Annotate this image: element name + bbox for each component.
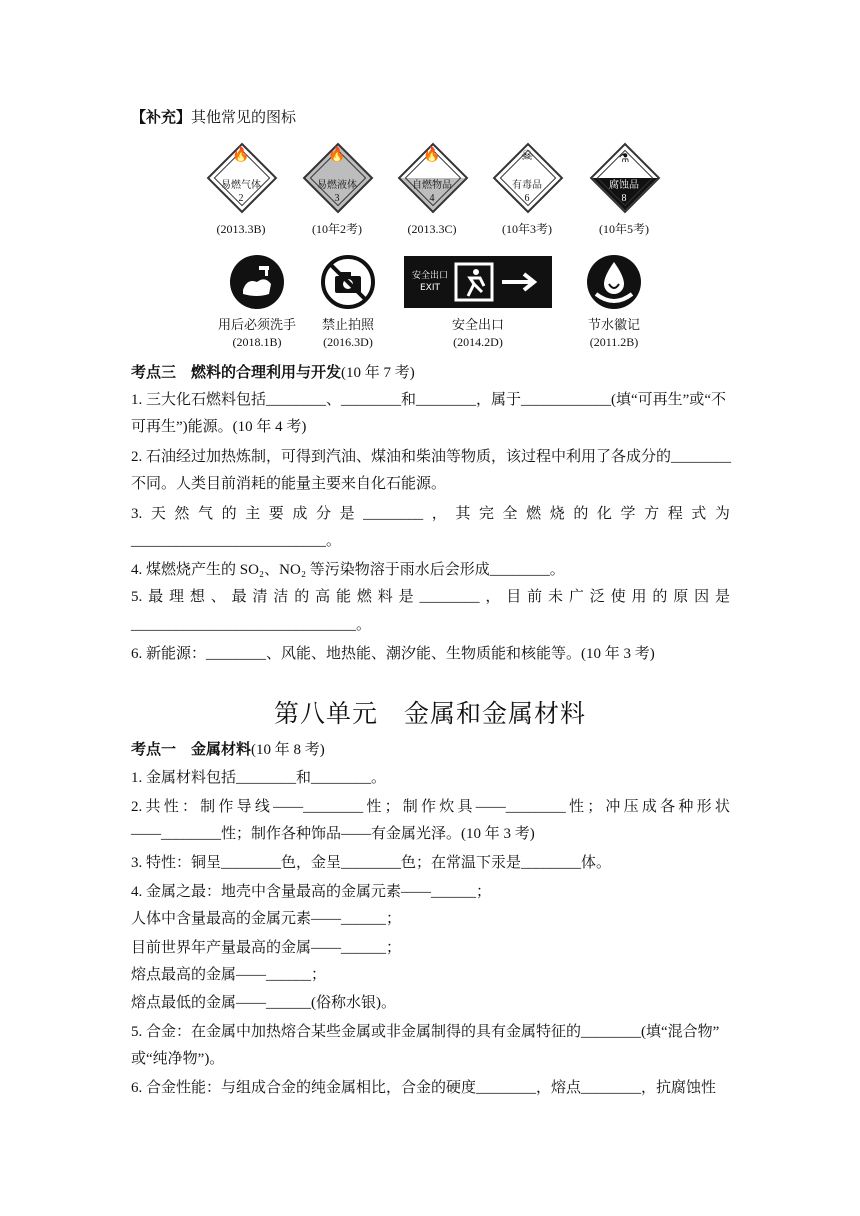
sign-name: 用后必须洗手 <box>217 317 296 332</box>
hazard-number: 3 <box>334 193 340 204</box>
kd3-q5-line1: 5. 最 理 想 、 最 清 洁 的 高 能 燃 料 是 ________ ， 目 前 未 广 泛 使 用 的 原 因 是 <box>131 589 730 605</box>
kd3-q4: 4. 煤燃烧产生的 SO₂、NO₂ 等污染物溶于雨水后会形成________。 <box>131 562 565 578</box>
water-drop-icon <box>586 254 642 310</box>
hazard-caption: (10年5考) <box>599 222 649 236</box>
hazard-caption: (2013.3B) <box>216 222 266 236</box>
kd1-l2-line1: 2. 共 性 ： 制 作 导 线 ——________ 性 ； 制 作 炊 具 ——________ 性 ； 冲 压 成 各 种 形 状 <box>131 799 730 815</box>
supplement-line <box>131 107 296 129</box>
kd1-l4: 4. 金属之最：地壳中含量最高的金属元素——______； <box>131 884 492 900</box>
sign-caption: (2014.2D) <box>453 335 503 349</box>
kd1-l5: 人体中含量最高的金属元素——______； <box>131 911 402 927</box>
section-heading-kd3 <box>131 362 415 384</box>
kd1-l7: 熔点最高的金属——______； <box>131 967 327 983</box>
unit-title: 第八单元 金属和金属材料 <box>273 699 586 728</box>
sign-caption: (2011.2B) <box>589 335 639 349</box>
section-heading-kd1 <box>131 739 325 761</box>
hazard-number: 8 <box>621 193 627 204</box>
hazard-label: 易燃液体 <box>317 180 357 191</box>
sign-caption: (2016.3D) <box>323 335 373 349</box>
hazard-number: 4 <box>429 193 435 204</box>
running-man-arrow-icon <box>454 262 546 302</box>
kd3-q3-line2: __________________________。 <box>131 533 342 549</box>
section-heading-tail: (10 年 7 考) <box>341 365 415 381</box>
kd3-q1-line2: 可再生”)能源。(10 年 4 考) <box>131 419 307 435</box>
hazard-caption: (10年3考) <box>502 222 552 236</box>
hazard-label: 自燃物品 <box>412 180 452 191</box>
kd3-q2-line2: 不同。人类目前消耗的能量主要来自化石能源。 <box>131 476 447 492</box>
hazard-caption: (2013.3C) <box>407 222 457 236</box>
kd3-q1-line1: 1. 三大化石燃料包括________、________和________，属于____________(填“可再生”或“不 <box>131 392 726 408</box>
no-photo-icon <box>320 254 376 310</box>
section-heading-text: 考点一 金属材料 <box>131 742 252 758</box>
kd1-l9: 5. 合金：在金属中加热熔合某些金属或非金属制得的具有金属特征的________(填“混合物” <box>131 1024 720 1040</box>
section-heading-tail: (10 年 8 考) <box>251 742 325 758</box>
sign-name: 禁止拍照 <box>321 317 374 332</box>
exit-sign-text-en: EXIT <box>419 283 440 293</box>
sign-caption: (2018.1B) <box>232 335 282 349</box>
kd3-q5-line2: ______________________________。 <box>131 617 372 633</box>
supplement-text: 其他常见的图标 <box>191 110 297 126</box>
supplement-heading: 【补充】 <box>131 110 192 126</box>
hazard-label: 有毒品 <box>512 180 542 191</box>
section-heading-text: 考点三 燃料的合理利用与开发 <box>131 365 342 381</box>
kd1-l6: 目前世界年产量最高的金属——______； <box>131 940 402 956</box>
kd1-l2-line2: ——________性；制作各种饰品——有金属光泽。(10 年 3 考) <box>131 826 535 842</box>
kd3-q2-line1: 2. 石油经过加热炼制，可得到汽油、煤油和柴油等物质，该过程中利用了各成分的________ <box>131 449 732 465</box>
hazard-caption: (10年2考) <box>312 222 362 236</box>
kd3-q3-line1: 3. 天 然 气 的 主 要 成 分 是 ________ ， 其 完 全 燃 烧 的 化 学 方 程 式 为 <box>131 506 730 522</box>
sign-name: 节水徽记 <box>587 317 640 332</box>
exit-sign-text: 安全出口 <box>411 271 448 281</box>
document-page: 【补充】其他常见的图标 🔥 易燃气体 2 (2013.3B) 🔥 易燃液体 3 (10年2考) 🔥 自燃物品 4 (2013.3C) ☠ 有毒品 6 (10年3考) ⚗ 腐蚀品 8 (10年5考) 用后必须洗手 (2018.1B) 禁止拍照 (2016.3D) 安全出口 EXIT 安全出口 (2014.2D) 节水徽记 (2011.2B) 考点三 燃料的合理利用与开发(10 年 7 考) 1. 三大化石燃料包括________、________和________，属于____________(填“可再生”或“不 可再生”)能源。(10 年 4 考) 2. 石油经过加热炼制，可得到汽油、煤油和柴油等物质，该过程中利用了各成分的________ 不同。人类目前消耗的能量主要来自化石能源。 3. 天 然 气 的 主 要 成 分 是 ________ ， 其 完 全 燃 烧 的 化 学 方 程 式 为 __________________________。 4. 煤燃烧产生的 SO₂、NO₂ 等污染物溶于雨水后会形成________。 5. 最 理 想 、 最 清 洁 的 高 能 燃 料 是 ________ ， 目 前 未 广 泛 使 用 的 原 因 是 ______________________________。 6. 新能源：________、风能、地热能、潮汐能、生物质能和核能等。(10 年 3 考) 第八单元 金属和金属材料 考点一 金属材料(10 年 8 考) 1. 金属材料包括________和________。 2. 共 性 ： 制 作 导 线 ——________ 性 ； 制 作 炊 具 ——________ 性 ； 冲 压 成 各 种 形 状 ——________性；制作各种饰品——有金属光泽。(10 年 3 考) 3. 特性：铜呈________色，金呈________色；在常温下汞是________体。 4. 金属之最：地壳中含量最高的金属元素——______； 人体中含量最高的金属元素——______； 目前世界年产量最高的金属——______； 熔点最高的金属——______； 熔点最低的金属——______(俗称水银)。 5. 合金：在金属中加热熔合某些金属或非金属制得的具有金属特征的________(填“混合物” 或“纯净物”)。 6. 合金性能：与组成合金的纯金属相比，合金的硬度________，熔点________，抗腐蚀性 <box>0 0 860 1216</box>
exit-sign <box>404 256 552 308</box>
sign-name: 安全出口 <box>451 317 504 332</box>
kd3-q6: 6. 新能源：________、风能、地热能、潮汐能、生物质能和核能等。(10 年 3 考) <box>131 646 655 662</box>
kd1-l8: 熔点最低的金属——______(俗称水银)。 <box>131 995 396 1011</box>
kd1-l1: 1. 金属材料包括________和________。 <box>131 770 387 786</box>
hazard-label: 易燃气体 <box>221 180 261 191</box>
hazard-number: 2 <box>238 193 244 204</box>
kd1-l3: 3. 特性：铜呈________色，金呈________色；在常温下汞是________体。 <box>131 855 612 871</box>
kd1-l10: 或“纯净物”)。 <box>131 1051 225 1067</box>
kd1-l11: 6. 合金性能：与组成合金的纯金属相比，合金的硬度________，熔点________，抗腐蚀性 <box>131 1080 717 1096</box>
hazard-number: 6 <box>524 193 530 204</box>
wash-hands-icon <box>229 254 285 310</box>
hazard-label: 腐蚀品 <box>609 180 639 191</box>
